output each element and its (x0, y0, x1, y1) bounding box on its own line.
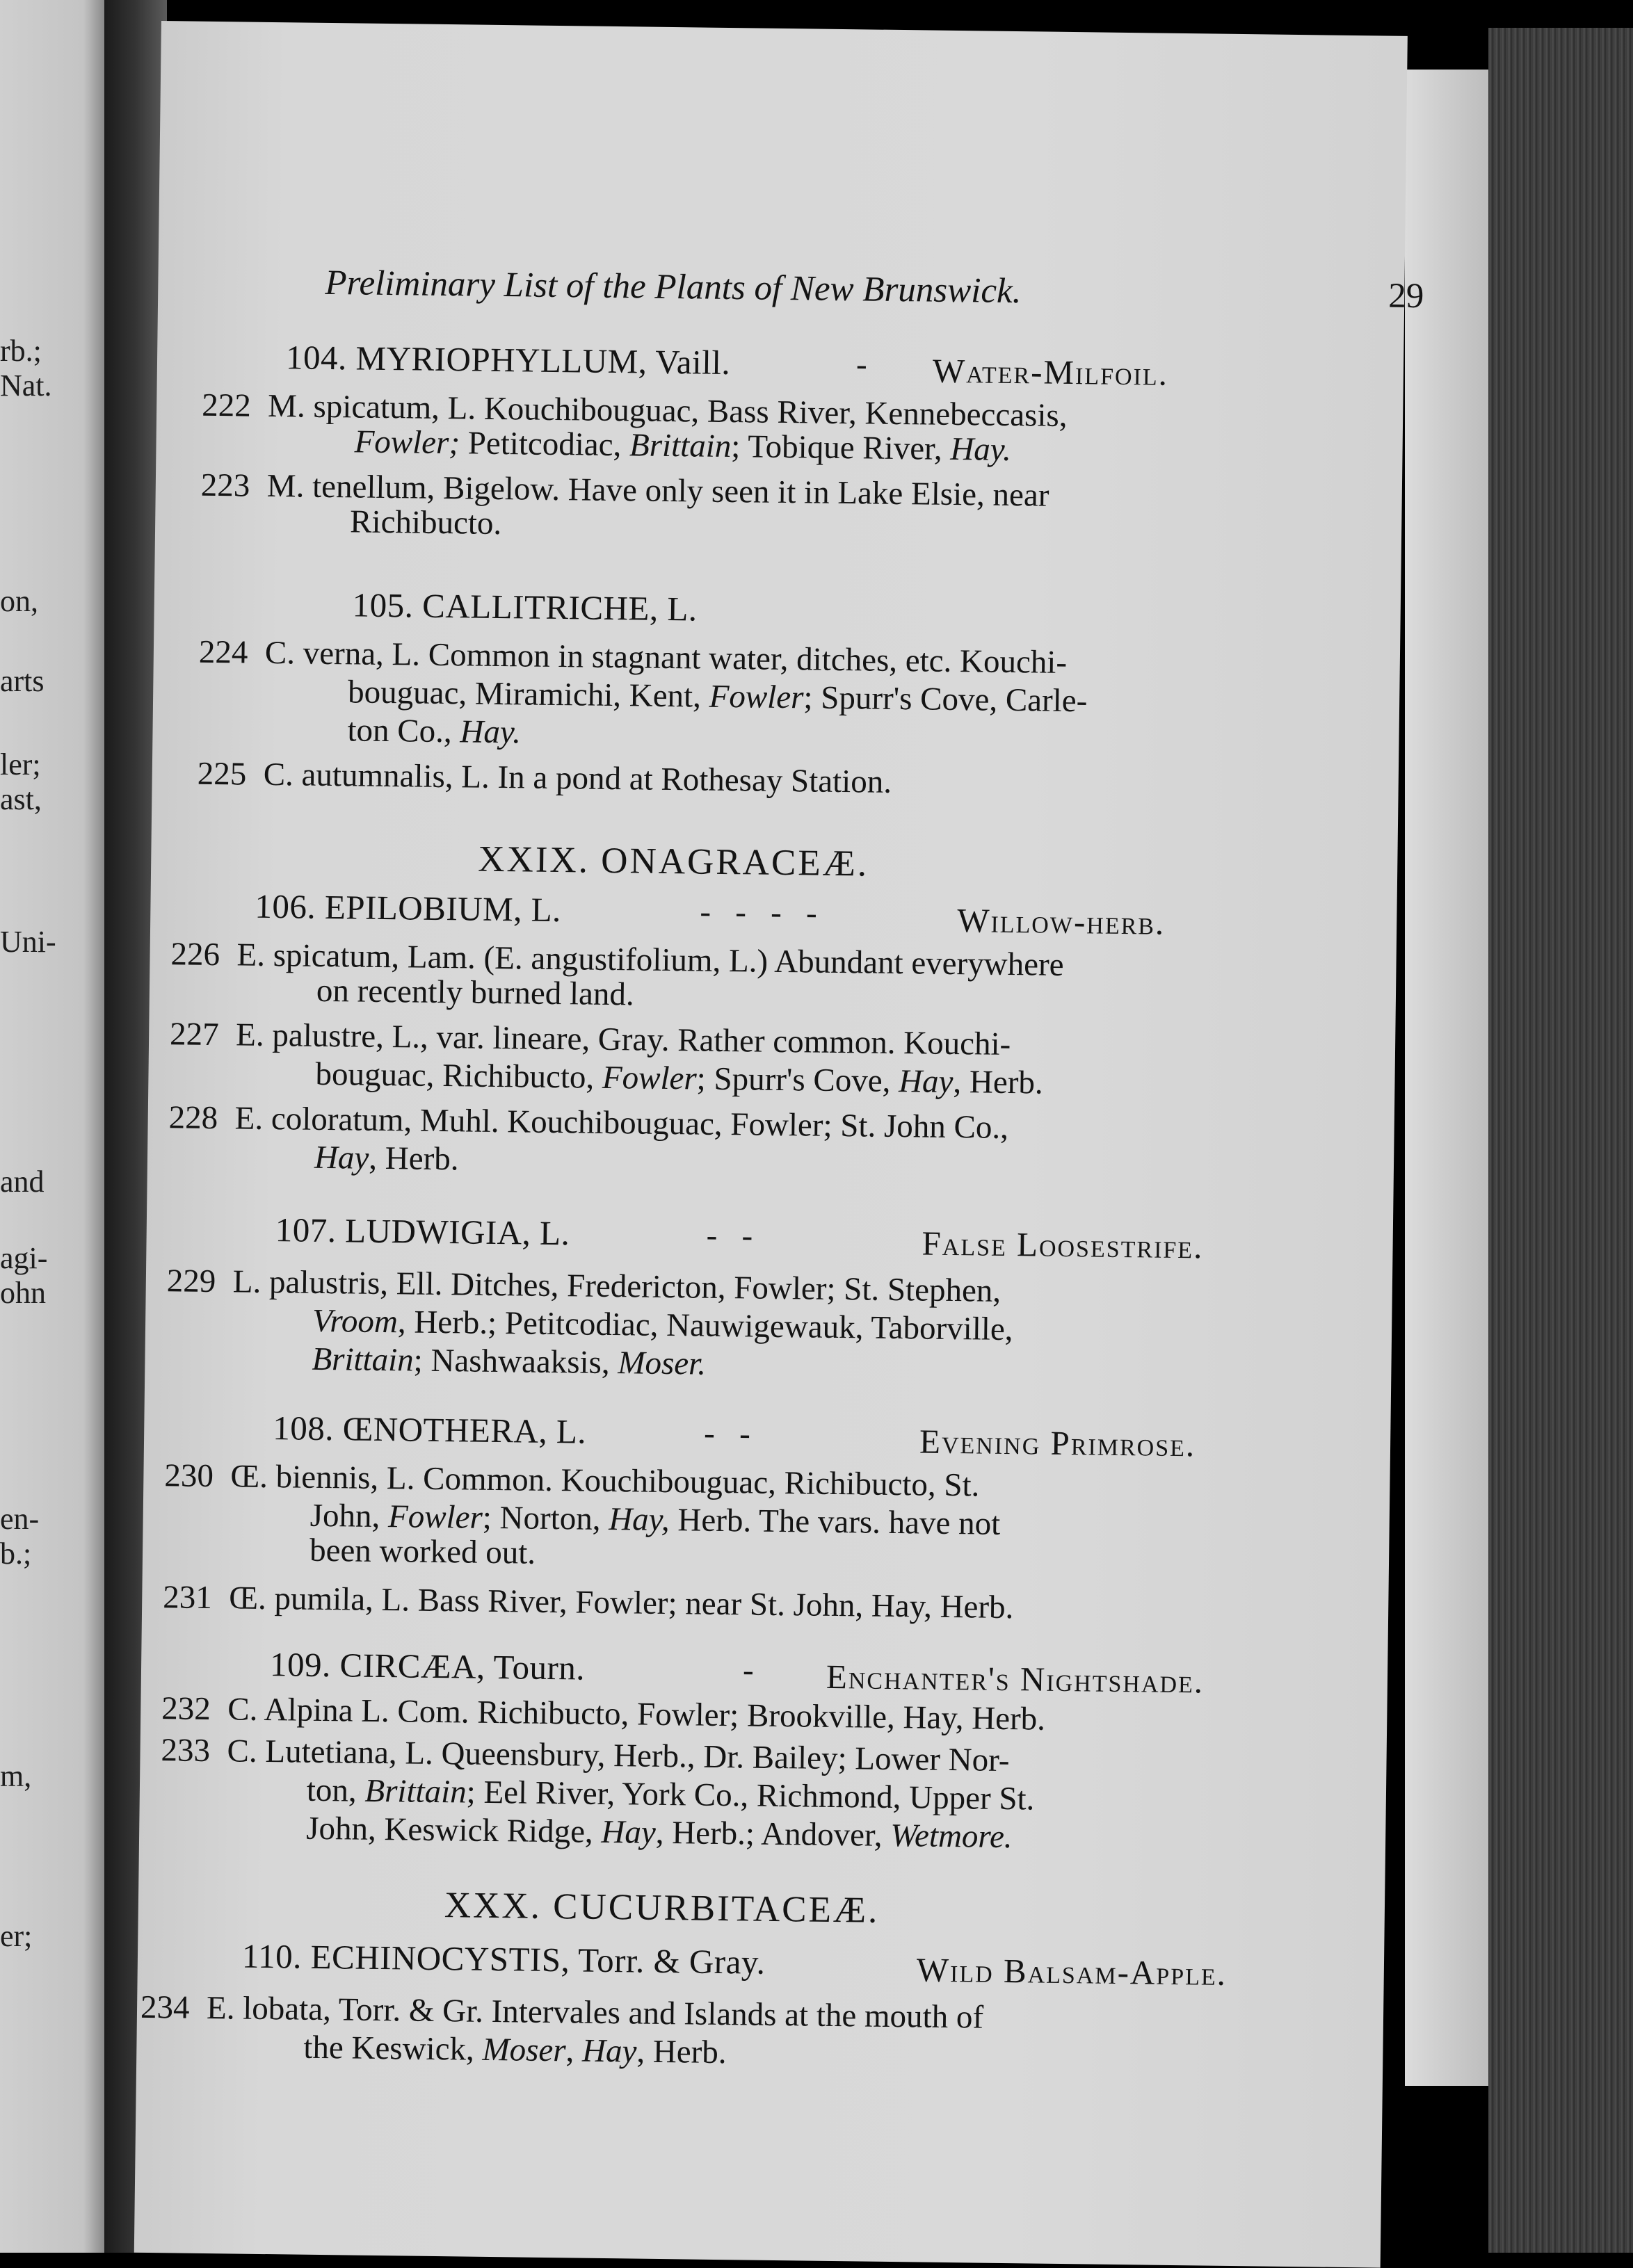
page-edge (1405, 70, 1488, 2086)
collector-name: Hay (601, 1813, 657, 1851)
facing-page-text: Nat. (0, 368, 52, 403)
family-heading: XXX. CUCURBITACEÆ. (444, 1885, 880, 1931)
collector-name: Hay (314, 1139, 369, 1176)
entry-text: ton Co., (347, 712, 460, 750)
common-name: False Loosestrife. (922, 1224, 1204, 1266)
common-name: Enchanter's Nightshade. (826, 1657, 1205, 1701)
facing-page-text: er; (0, 1919, 33, 1953)
facing-page-text: ohn (0, 1276, 46, 1310)
species-entry (163, 1578, 1014, 1626)
entry-text: the Keswick, (303, 2029, 483, 2068)
species-entry (197, 755, 892, 801)
entry-continuation (303, 2029, 727, 2071)
collector-name: Brittain (629, 427, 732, 465)
entry-number: 234 (140, 1988, 190, 2026)
entry-text: C. verna, L. Common in stagnant water, ditches, etc. Kouchi- (264, 634, 1068, 681)
entry-continuation (309, 1532, 536, 1572)
entry-number: 227 (169, 1016, 220, 1053)
collector-name: Fowler (602, 1059, 698, 1097)
entry-number: 229 (166, 1263, 216, 1300)
entry-text: Œ. pumila, L. Bass River, Fowler; near St. John, Hay, Herb. (228, 1580, 1014, 1626)
entry-text: Herb. The vars. have not (669, 1502, 1001, 1542)
facing-page-text: Uni- (0, 925, 56, 959)
book-page (134, 21, 1424, 2268)
facing-page-text: arts (0, 664, 45, 698)
collector-name: Brittain (364, 1772, 467, 1811)
collector-name: Fowler (709, 678, 804, 716)
collector-name: Hay (898, 1063, 954, 1101)
genus-name: 108. ŒNOTHERA, L. (272, 1409, 587, 1451)
entry-text: E. palustre, L., var. lineare, Gray. Rather common. Kouchi- (235, 1016, 1011, 1063)
entry-number: 232 (161, 1690, 211, 1728)
entry-text: C. Alpina L. Com. Richibucto, Fowler; Brookville, Hay, Herb. (227, 1691, 1046, 1738)
leader-dashes: - (855, 346, 868, 383)
book-fore-edge (1488, 28, 1633, 2253)
entry-number: 230 (164, 1457, 214, 1495)
entry-continuation (347, 711, 521, 751)
collector-name: Vroom (312, 1302, 399, 1340)
entry-text: M. tenellum, Bigelow. Have only seen it in Lake Elsie, near (266, 467, 1049, 514)
genus-heading (352, 586, 698, 629)
common-name: Water-Milfoil. (932, 351, 1169, 393)
facing-page-text: rb.; (0, 334, 42, 368)
running-head (325, 263, 1424, 316)
entry-text: , Herb.; Andover, (655, 1814, 891, 1854)
entry-text: ; Norton, (482, 1499, 609, 1538)
entry-text: been worked out. (309, 1532, 536, 1571)
genus-heading (275, 1211, 570, 1253)
species-entry (201, 467, 1049, 515)
common-name: Willow-herb. (956, 901, 1166, 942)
entry-text: , Herb. (369, 1140, 459, 1178)
facing-page-text: ast, (0, 782, 42, 816)
genus-heading (273, 1409, 586, 1452)
entry-text: John, (309, 1497, 389, 1535)
collector-name: Hay. (460, 713, 522, 751)
facing-page-text: b.; (0, 1537, 32, 1571)
entry-continuation (350, 503, 502, 542)
collector-name: Fowler; (354, 423, 460, 462)
genus-heading (286, 339, 731, 382)
entry-number: 223 (200, 467, 250, 504)
entry-text: E. coloratum, Muhl. Kouchibouguac, Fowler; St. John Co., (234, 1100, 1009, 1146)
entry-text: ; Spurr's Cove, Carle- (803, 679, 1088, 720)
entry-text: ton, (306, 1772, 365, 1809)
entry-text: C. autumnalis, L. In a pond at Rothesay Station. (263, 756, 892, 800)
entry-number: 226 (170, 936, 220, 973)
entry-text: , (565, 2032, 583, 2069)
entry-number: 233 (161, 1732, 211, 1769)
entry-continuation (315, 1055, 1043, 1102)
leader-dashes: - - - - (700, 893, 818, 932)
genus-name: 106. EPILOBIUM, L. (255, 886, 562, 930)
leader-dashes: - (742, 1652, 755, 1689)
entry-text: M. spicatum, L. Kouchibouguac, Bass River, Kennebeccasis, (267, 387, 1068, 434)
species-entry (168, 1099, 1008, 1147)
collector-name: Hay (581, 2032, 637, 2070)
entry-text: ; Eel River, York Co., Richmond, Upper St. (466, 1774, 1035, 1817)
entry-text: , Herb. (953, 1064, 1043, 1101)
genus-name: 110. ECHINOCYSTIS, Torr. & Gray. (241, 1936, 766, 1982)
collector-name: Hay. (950, 430, 1012, 468)
facing-page-text: ler; (0, 747, 41, 781)
collector-name: Brittain (312, 1340, 415, 1379)
genus-name: 105. CALLITRICHE, L. (352, 585, 698, 629)
genus-name: 109. CIRCÆA, Tourn. (269, 1645, 586, 1687)
entry-text: ; Nashwaaksis, (413, 1342, 618, 1382)
entry-text: John, Keswick Ridge, (305, 1810, 602, 1850)
page-number: 29 (1387, 276, 1424, 316)
genus-heading (255, 888, 561, 930)
facing-page-text: and (0, 1165, 45, 1199)
entry-text: bouguac, Miramichi, Kent, (347, 674, 709, 715)
species-entry (140, 1988, 984, 2036)
entry-text: ; Spurr's Cove, (696, 1060, 899, 1100)
entry-text: E. lobata, Torr. & Gr. Intervales and Islands at the mouth of (206, 1990, 984, 2036)
entry-number: 224 (198, 633, 248, 671)
common-name: Evening Primrose. (919, 1422, 1196, 1464)
genus-name: 107. LUDWIGIA, L. (275, 1210, 570, 1253)
entry-number: 231 (162, 1579, 213, 1617)
entry-continuation (312, 1340, 706, 1383)
entry-number: 225 (197, 755, 247, 793)
facing-page-text: on, (0, 584, 38, 618)
facing-page-text: m, (0, 1759, 32, 1793)
entry-text: bouguac, Richibucto, (315, 1055, 603, 1096)
species-entry (164, 1457, 980, 1504)
entry-continuation (306, 1810, 1013, 1856)
collector-name: Moser. (618, 1345, 707, 1382)
genus-heading (242, 1938, 766, 1982)
entry-text: E. spicatum, Lam. (E. angustifolium, L.) Abundant everywhere (236, 937, 1064, 983)
facing-page-text: agi- (0, 1241, 48, 1275)
entry-text: ; Tobique River, (731, 428, 951, 467)
species-entry (199, 633, 1068, 681)
entry-text: , Herb. (636, 2033, 727, 2071)
entry-text: C. Lutetiana, L. Queensbury, Herb., Dr. Bailey; Lower Nor- (227, 1733, 1010, 1779)
entry-continuation (316, 972, 634, 1014)
genus-heading (270, 1646, 586, 1688)
leader-dashes: - - (703, 1415, 751, 1452)
species-entry (167, 1262, 1001, 1310)
entry-number: 222 (201, 387, 252, 424)
entry-text: L. palustris, Ell. Ditches, Fredericton, Fowler; St. Stephen, (232, 1263, 1001, 1309)
entry-text: Œ. biennis, L. Common. Kouchibouguac, Richibucto, St. (230, 1458, 980, 1504)
collector-name: Wetmore. (890, 1817, 1013, 1856)
running-title: Preliminary List of the Plants of New Brunswick. (325, 263, 1022, 311)
species-entry (161, 1731, 1010, 1779)
entry-continuation (314, 1139, 459, 1178)
leader-dashes: - - (706, 1217, 753, 1254)
entry-text: Richibucto. (349, 503, 502, 542)
facing-page-text: en- (0, 1502, 40, 1536)
facing-page-fragment (0, 0, 104, 2253)
collector-name: Hay, (608, 1501, 670, 1539)
entry-number: 228 (168, 1099, 218, 1137)
entry-text: Petitcodiac, (459, 425, 630, 464)
family-heading: XXIX. ONAGRACEÆ. (477, 839, 869, 884)
species-entry (170, 1015, 1011, 1063)
collector-name: Fowler (387, 1498, 483, 1536)
collector-name: Moser (482, 2031, 566, 2069)
entry-text: , Herb.; Petitcodiac, Nauwigewauk, Taborville, (397, 1304, 1013, 1348)
entry-continuation (354, 423, 1011, 469)
genus-name: 104. MYRIOPHYLLUM, Vaill. (285, 338, 731, 382)
common-name: Wild Balsam-Apple. (916, 1950, 1228, 1993)
entry-text: on recently burned land. (316, 972, 635, 1013)
